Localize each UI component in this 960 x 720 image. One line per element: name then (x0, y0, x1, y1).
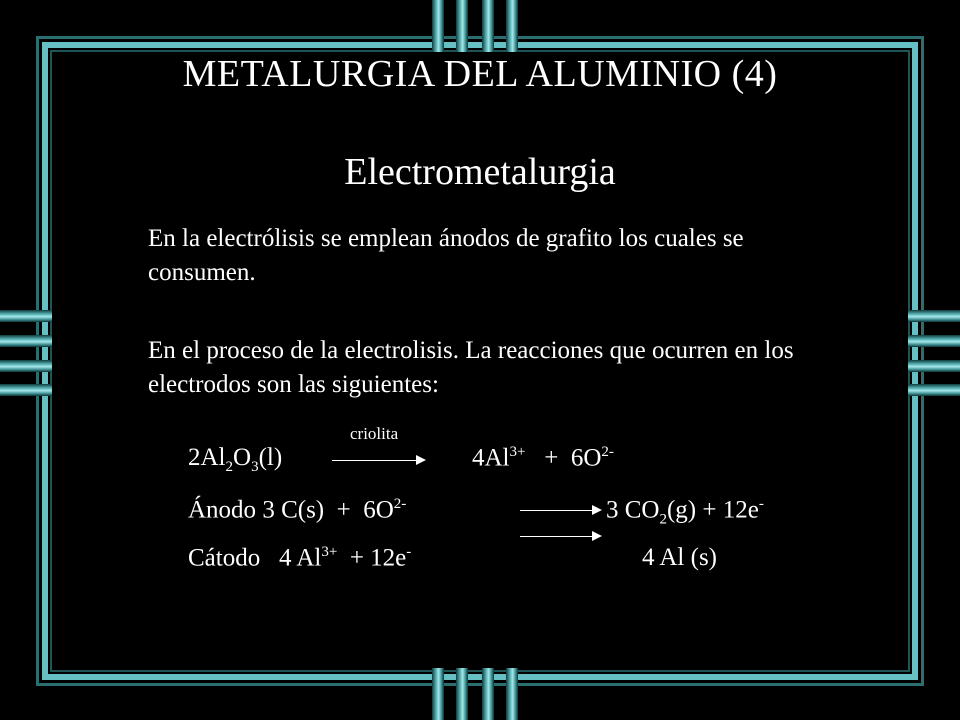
slide-title: METALURGIA DEL ALUMINIO (4) (182, 53, 778, 95)
paragraph-anodes: En la electrólisis se emplean ánodos de grafito los cuales se consumen. (148, 225, 744, 286)
top-decor-bar-3 (482, 0, 494, 52)
bottom-decor-bar-2 (456, 668, 468, 720)
left-decor-bar-1 (0, 310, 52, 322)
equation-overall-reactant (188, 444, 282, 476)
top-decor-bar-4 (506, 0, 518, 52)
eq2-reactant2-sup: 2- (393, 496, 407, 512)
eq1-product1: 4Al (472, 444, 510, 472)
eq3-reactant2: 12e (370, 544, 407, 572)
eq2-plus2: + (702, 496, 717, 524)
bottom-decor-bar-1 (432, 668, 444, 720)
equation-cathode-reactants (188, 544, 411, 572)
eq3-reactant1-sup: 3+ (321, 544, 338, 560)
catalyst-label: criolita (350, 424, 399, 443)
eq3-label: Cátodo (188, 544, 261, 572)
eq1-reactant-sub1: 2 (225, 459, 233, 475)
equation-anode-products (606, 496, 764, 528)
equation-cathode-product: 4 Al (s) (642, 544, 717, 571)
eq2-product1: 3 CO (606, 496, 660, 524)
paragraph-reactions: En el proceso de la electrolisis. La reacciones que ocurren en los electrodos son las siguientes: (148, 337, 794, 398)
eq2-product2: 12e (722, 496, 759, 524)
eq2-product2-sup: - (758, 496, 764, 512)
equation-anode-reactants (188, 496, 406, 524)
eq1-reactant: 2Al (188, 444, 226, 471)
eq1-product2: 6O (570, 444, 602, 472)
right-decor-bar-2 (908, 335, 960, 347)
eq1-plus: + (544, 444, 559, 472)
eq3-plus: + (349, 544, 364, 572)
eq2-reactant1: 3 C(s) (262, 496, 325, 524)
eq2-product1-state: (g) (666, 496, 697, 524)
eq1-product2-sup: 2- (601, 444, 614, 460)
eq2-arrow (520, 510, 600, 511)
right-decor-bar-4 (908, 384, 960, 396)
left-decor-bar-2 (0, 335, 52, 347)
eq1-product1-sup: 3+ (509, 444, 526, 460)
top-decor-bar-2 (456, 0, 468, 52)
eq1-reactant-state: (l) (258, 444, 283, 471)
left-decor-bar-4 (0, 384, 52, 396)
bottom-decor-bar-3 (482, 668, 494, 720)
eq1-reactant-sub2: 3 (251, 459, 259, 475)
eq1-arrow (332, 460, 424, 461)
eq3-reactant2-sup: - (406, 544, 412, 560)
left-decor-bar-3 (0, 360, 52, 372)
eq3-reactant1: 4 Al (278, 544, 322, 572)
slide-subtitle: Electrometalurgia (344, 151, 616, 193)
eq1-reactant-mid: O (233, 444, 252, 471)
top-decor-bar-1 (432, 0, 444, 52)
eq2-product1-sub: 2 (659, 511, 667, 528)
eq2-plus: + (336, 496, 351, 524)
right-decor-bar-1 (908, 310, 960, 322)
eq2-reactant2: 6O (363, 496, 394, 524)
eq3-arrow (520, 536, 600, 537)
eq2-label: Ánodo (188, 496, 257, 524)
right-decor-bar-3 (908, 360, 960, 372)
bottom-decor-bar-4 (506, 668, 518, 720)
equation-overall-products (472, 444, 614, 472)
